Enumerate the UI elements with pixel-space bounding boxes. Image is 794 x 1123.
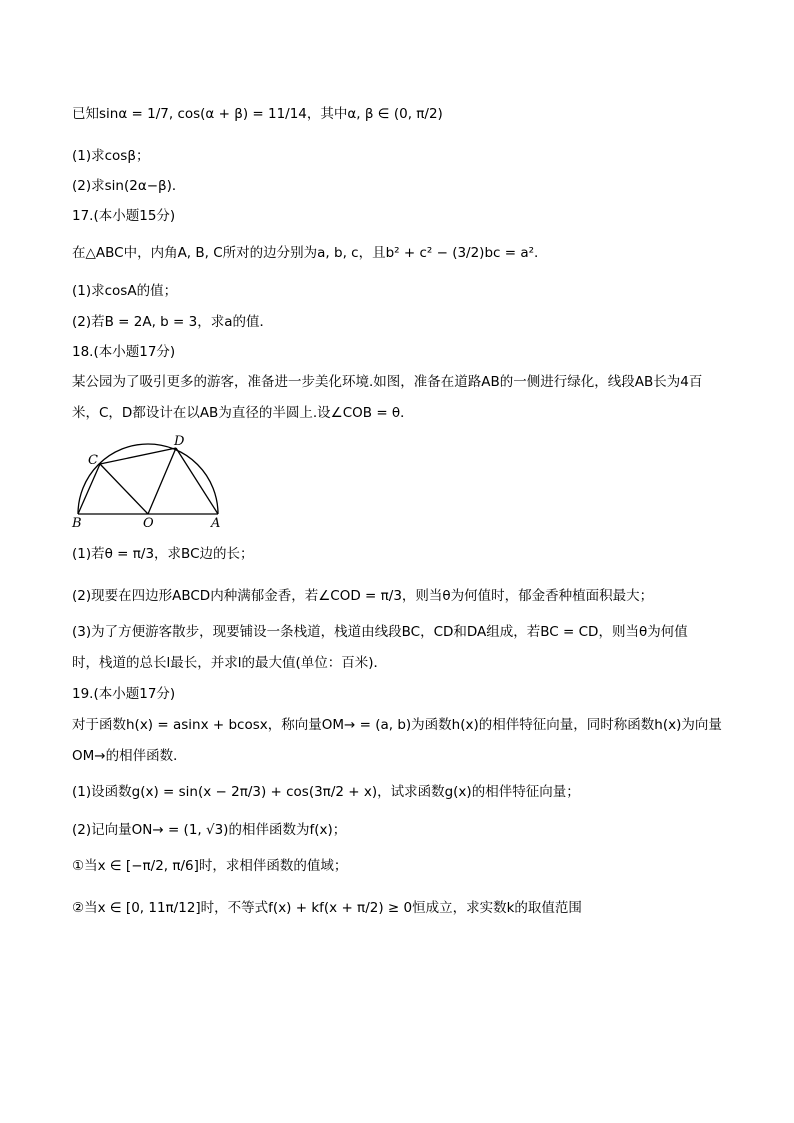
text-line-7: (2)若B = 2A, b = 3，求a的值． bbox=[72, 314, 274, 330]
text-line-14: 时，栈道的总长l最长，并求l的最大值(单位：百米)． bbox=[72, 655, 388, 671]
text-line-17: OM→的相伴函数． bbox=[72, 748, 187, 764]
text-line-18: (1)设函数g(x) = sin(x − 2π/3) + cos(3π/2 + x)，试求函数g(x)的相伴特征向量； bbox=[72, 784, 580, 800]
question-18-header: 18.(本小题17分) bbox=[72, 344, 176, 360]
segment-da bbox=[176, 448, 218, 514]
text-line-2: (1)求cosβ； bbox=[72, 148, 150, 164]
text-line-19: (2)记向量ON→ = (1, √3)的相伴函数为f(x)； bbox=[72, 822, 347, 838]
label-o: O bbox=[143, 516, 154, 531]
question-17-header: 17.(本小题15分) bbox=[72, 208, 176, 224]
text-line-21: ②当x ∈ [0, 11π/12]时，不等式f(x) + kf(x + π/2) ≥ 0恒成立，求实数k的取值范围 bbox=[72, 900, 582, 916]
label-b: B bbox=[72, 516, 82, 531]
text-line-13: (3)为了方便游客散步，现要铺设一条栈道，栈道由线段BC，CD和DA组成，若BC = CD，则当θ为何值 bbox=[72, 624, 688, 640]
label-a: A bbox=[211, 516, 221, 531]
text-line-9: 某公园为了吸引更多的游客，准备进一步美化环境.如图，准备在道路AB的一侧进行绿化，线段AB长为4百 bbox=[72, 374, 703, 390]
text-line-6: (1)求cosA的值； bbox=[72, 283, 178, 299]
text-line-20: ①当x ∈ [−π/2, π/6]时，求相伴函数的值域； bbox=[72, 858, 348, 874]
segment-od bbox=[148, 448, 176, 514]
segment-cd bbox=[100, 448, 176, 464]
text-line-1: 已知sinα = 1/7, cos(α + β) = 11/14，其中α, β ∈ (0, π/2) bbox=[72, 106, 443, 122]
semicircle-figure bbox=[70, 432, 230, 532]
text-line-3: (2)求sin(2α−β)． bbox=[72, 178, 186, 194]
label-c: C bbox=[88, 453, 98, 468]
text-line-12: (2)现要在四边形ABCD内种满郁金香，若∠COD = π/3，则当θ为何值时，郁金香种植面积最大； bbox=[72, 588, 654, 604]
segment-oc bbox=[100, 464, 148, 514]
segment-bc bbox=[78, 464, 100, 514]
text-line-11: (1)若θ = π/3，求BC边的长； bbox=[72, 546, 254, 562]
question-19-header: 19.(本小题17分) bbox=[72, 686, 176, 702]
text-line-10: 米，C，D都设计在以AB为直径的半圆上.设∠COB = θ． bbox=[72, 405, 414, 421]
text-line-5: 在△ABC中，内角A, B, C所对的边分别为a, b, c，且b² + c² − (3/2)bc = a². bbox=[72, 245, 539, 261]
label-d: D bbox=[174, 434, 185, 449]
text-line-16: 对于函数h(x) = asinx + bcosx，称向量OM→ = (a, b)为函数h(x)的相伴特征向量，同时称函数h(x)为向量 bbox=[72, 717, 722, 733]
